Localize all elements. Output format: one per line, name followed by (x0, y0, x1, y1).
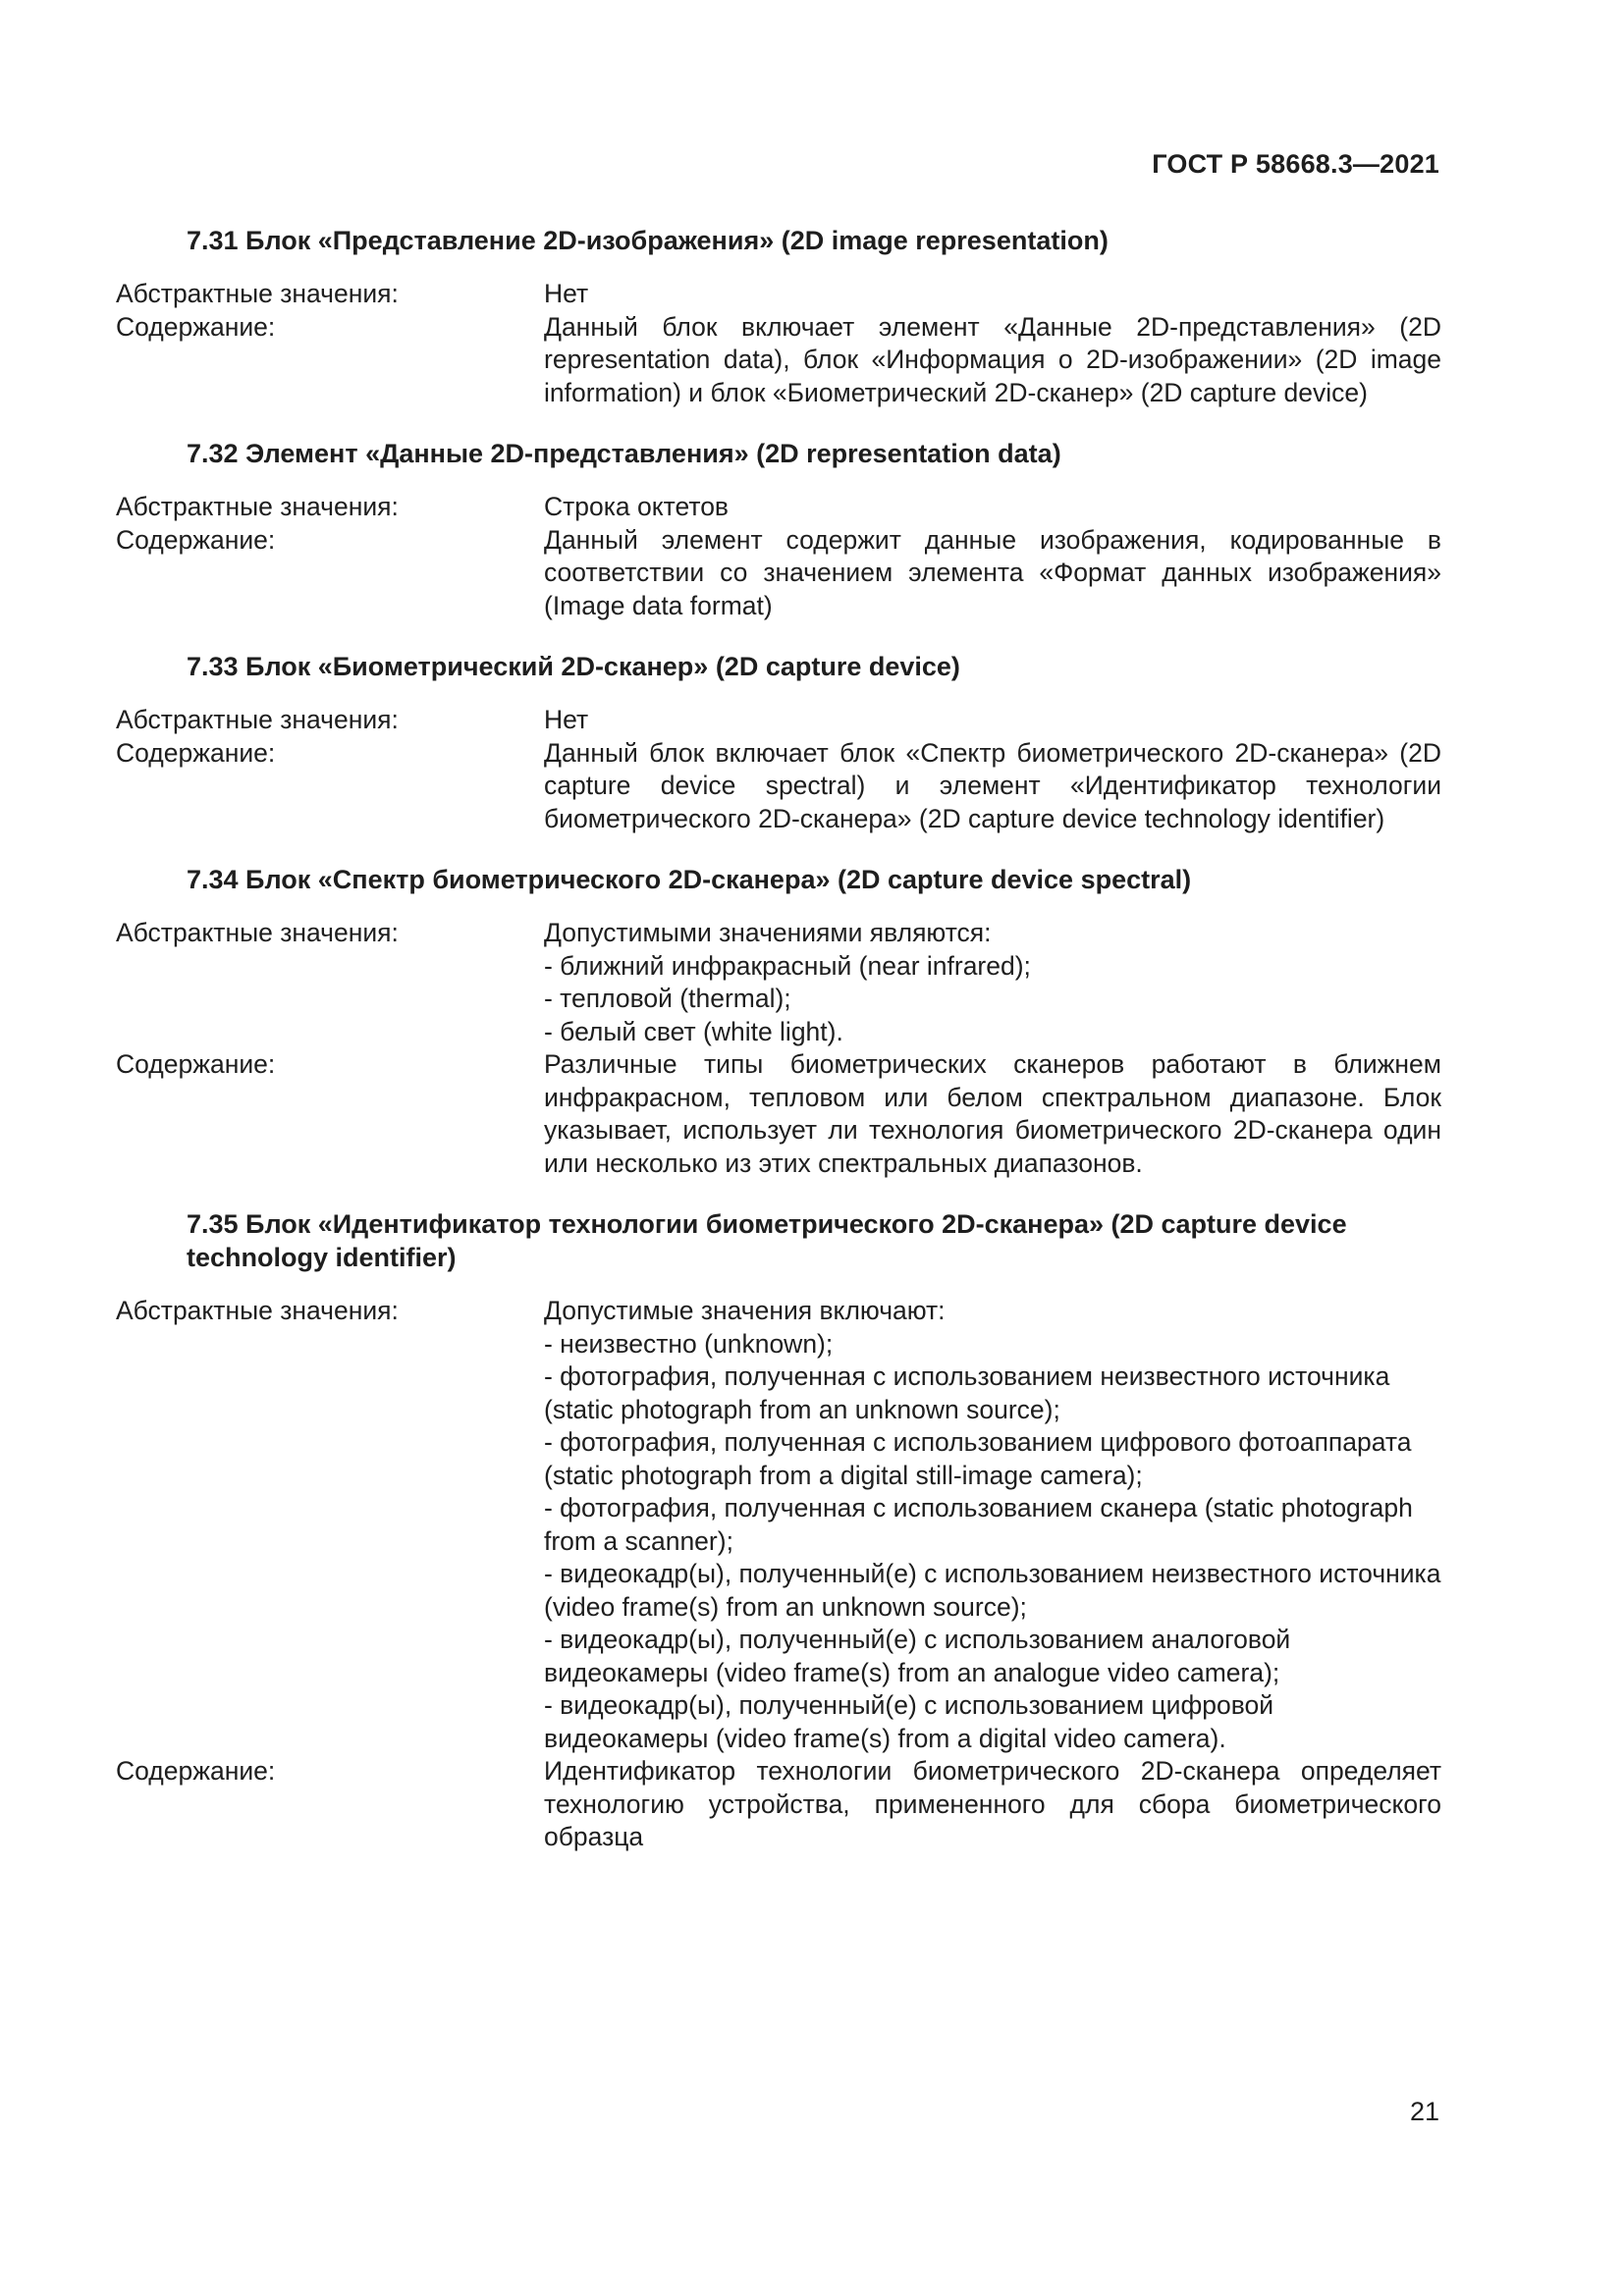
list-item: - видеокадр(ы), полученный(е) с использованием цифровой видеокамеры (video frame(s) from a digital video camera). (544, 1690, 1274, 1753)
list-item: - фотография, полученная с использованием неизвестного источника (static photograph from an unknown source); (544, 1362, 1390, 1424)
field-label: Содержание: (116, 1756, 276, 1786)
field-content (116, 1048, 1441, 1180)
field-label: Абстрактные значения: (116, 1296, 399, 1325)
field-value: Данный блок включает элемент «Данные 2D-представления» (2D representation data), блок «Информация о 2D-изображении» (2D image information) и блок «Биометрический 2D-сканер» (2D capture device) (544, 311, 1441, 407)
document-code: ГОСТ Р 58668.3—2021 (1152, 149, 1439, 179)
field-value: Идентификатор технологии биометрического 2D-сканера определяет технологию устройства, примененного для сбора биометрического образца (544, 1756, 1441, 1851)
field-content (116, 1755, 1441, 1854)
section-title: 7.32 Элемент «Данные 2D-представления» (2D representation data) (187, 439, 1061, 468)
section-title: 7.34 Блок «Спектр биометрического 2D-сканера» (2D capture device spectral) (187, 865, 1192, 894)
list-item: - видеокадр(ы), полученный(е) с использованием аналоговой видеокамеры (video frame(s) from an analogue video camera); (544, 1625, 1291, 1687)
list-item: - фотография, полученная с использованием сканера (static photograph from a scanner); (544, 1493, 1413, 1556)
field-label: Абстрактные значения: (116, 705, 399, 734)
page-number: 21 (1409, 2097, 1439, 2126)
field-value-list (544, 917, 1441, 1048)
list-item: - белый свет (white light). (544, 1016, 843, 1046)
section-7-32 (116, 437, 1441, 622)
section-title: 7.31 Блок «Представление 2D-изображения» (2D image representation) (187, 226, 1109, 255)
field-label: Содержание: (116, 311, 276, 342)
field-abstract-values (116, 917, 1441, 1048)
field-content (116, 311, 1441, 410)
section-title: 7.33 Блок «Биометрический 2D-сканер» (2D capture device) (187, 652, 960, 681)
field-label: Абстрактные значения: (116, 492, 399, 521)
section-7-33 (116, 650, 1441, 835)
list-item: - фотография, полученная с использованием цифрового фотоаппарата (static photograph from a digital still-image camera); (544, 1427, 1412, 1490)
list-item: - тепловой (thermal); (544, 984, 791, 1013)
field-abstract-values (116, 704, 1441, 737)
field-label: Абстрактные значения: (116, 279, 399, 308)
list-item: Допустимыми значениями являются: (544, 918, 992, 947)
section-7-35 (116, 1207, 1441, 1854)
list-item: - неизвестно (unknown); (544, 1328, 834, 1359)
field-value: Нет (544, 279, 589, 308)
field-content (116, 524, 1441, 623)
field-label: Содержание: (116, 524, 276, 555)
field-value: Нет (544, 705, 589, 734)
field-value: Различные типы биометрических сканеров работают в ближнем инфракрасном, тепловом или белом спектральном диапазоне. Блок указывает, использует ли технология биометрического 2D-сканера один или несколько из этих спектральных диапазонов. (544, 1049, 1441, 1178)
field-abstract-values (116, 491, 1441, 524)
field-abstract-values (116, 1295, 1441, 1755)
field-label: Содержание: (116, 1049, 276, 1079)
field-value: Данный элемент содержит данные изображения, кодированные в соответствии со значением элемента «Формат данных изображения» (Image data format) (544, 524, 1441, 620)
list-item: Допустимые значения включают: (544, 1296, 946, 1325)
field-abstract-values (116, 278, 1441, 311)
field-value-list (544, 1295, 1441, 1755)
field-label: Содержание: (116, 737, 276, 768)
field-value: Строка октетов (544, 492, 730, 521)
section-7-31 (116, 224, 1441, 409)
field-value: Данный блок включает блок «Спектр биометрического 2D-сканера» (2D capture device spectral) и элемент «Идентификатор технологии биометрического 2D-сканера» (2D capture device technology identifier) (544, 737, 1441, 833)
section-7-34 (116, 863, 1441, 1180)
list-item: - ближний инфракрасный (near infrared); (544, 950, 1031, 981)
document-body (116, 224, 1441, 1854)
field-content (116, 737, 1441, 836)
field-label: Абстрактные значения: (116, 918, 399, 947)
list-item: - видеокадр(ы), полученный(е) с использованием неизвестного источника (video frame(s) from an unknown source); (544, 1559, 1441, 1622)
section-title: 7.35 Блок «Идентификатор технологии биометрического 2D-сканера» (2D capture device technology identifier) (187, 1209, 1347, 1272)
